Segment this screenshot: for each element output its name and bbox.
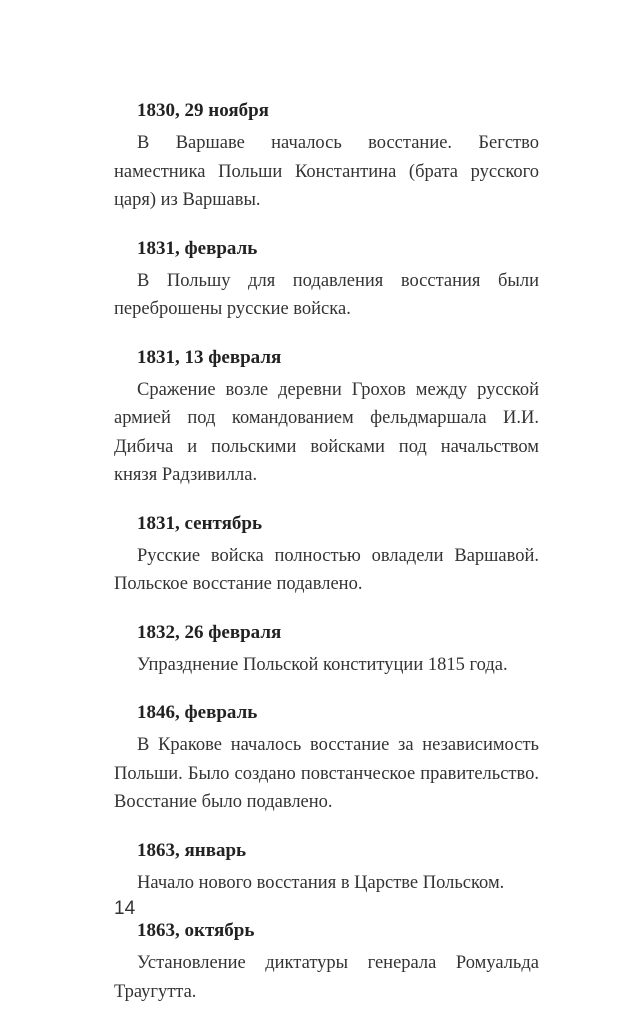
entry-date: 1831, сентябрь	[137, 512, 263, 534]
chronology-entry	[114, 918, 539, 1006]
entry-date: 1846, февраль	[137, 702, 258, 723]
chronology-list	[114, 98, 539, 1027]
chronology-entry	[114, 345, 539, 490]
chronology-entry	[114, 236, 539, 324]
entry-text: В Кракове началось восстание за независимость Польши. Было создано повстанческое правительство. Восстание было подавлено.	[114, 735, 539, 812]
chronology-entry	[114, 98, 539, 215]
entry-date: 1830, 29 ноября	[137, 100, 269, 121]
entry-text: Русские войска полностью овладели Варшавой. Польское восстание подавлено.	[114, 545, 539, 594]
chronology-entry	[114, 700, 539, 817]
page-number: 14	[114, 898, 136, 919]
entry-text: Установление диктатуры генерала Ромуальда Траугутта.	[114, 953, 539, 1002]
entry-text: Сражение возле деревни Грохов между русской армией под командованием фельдмаршала И.И. Дибича и польскими войсками под начальством князя Радзивилла.	[114, 379, 539, 485]
chronology-entry	[114, 511, 539, 599]
chronology-entry	[114, 838, 539, 898]
entry-text: В Варшаве началось восстание. Бегство наместника Польши Константина (брата русского царя) из Варшавы.	[114, 133, 539, 210]
chronology-entry	[114, 620, 539, 680]
entry-text: Упразднение Польской конституции 1815 года.	[137, 654, 508, 675]
entry-date: 1863, январь	[137, 839, 247, 861]
entry-date: 1863, октябрь	[137, 920, 255, 941]
entry-date: 1832, 26 февраля	[137, 621, 282, 643]
entry-date: 1831, 13 февраля	[137, 346, 282, 368]
entry-text: В Польшу для подавления восстания были переброшены русские войска.	[114, 270, 539, 319]
entry-date: 1831, февраль	[137, 237, 258, 259]
entry-text: Начало нового восстания в Царстве Польском.	[137, 872, 505, 893]
